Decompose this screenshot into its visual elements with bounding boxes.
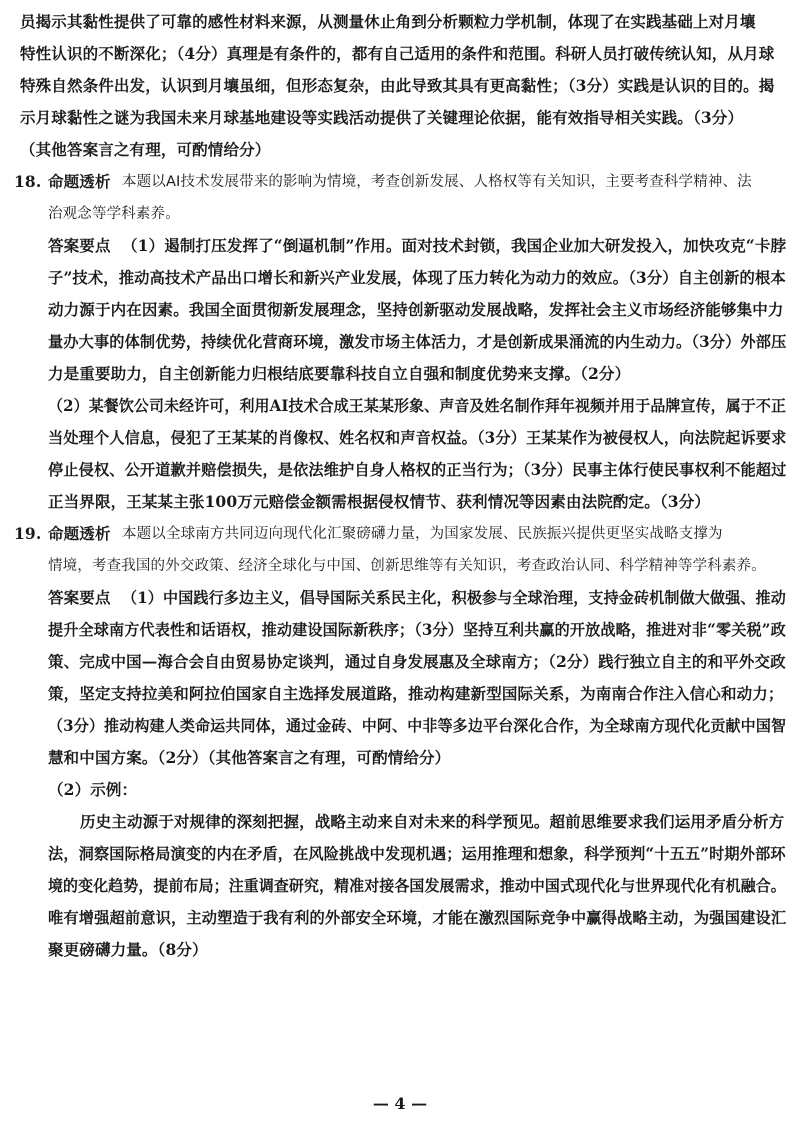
q18-answer-line-2: 子”技术，推动高技术产品出口增长和新兴产业发展，体现了压力转化为动力的效应。（3分）自主创新的根本 [48,268,786,287]
prev-answer-line-3: 特殊自然条件出发，认识到月壤虽细，但形态复杂，由此导致其具有更高黏性；（3分）实践是认识的目的。揭 [20,76,775,95]
q19-answer-line-2: 提升全球南方代表性和话语权，推动建设国际新秩序；（3分）坚持互利共赢的开放战略，推进对非“零关税”政 [48,620,786,639]
prev-answer-line-4: 示月球黏性之谜为我国未来月球基地建设等实践活动提供了关键理论依据，能有效指导相关实践。（3分） [20,108,744,127]
q19-answer-line-11: 唯有增强超前意识，主动塑造于我有利的外部安全环境，才能在激烈国际竞争中赢得战略主动，为强国建设汇 [48,908,787,927]
q19-answer-line-6: 慧和中国方案。（2分）（其他答案言之有理，可酌情给分） [48,748,451,767]
q19-answer-label: 答案要点 [48,588,111,607]
q18-answer-line-6: （2）某餐饮公司未经许可，利用AI技术合成王某某形象、声音及姓名制作拜年视频并用于品牌宣传，属于不正 [48,396,787,415]
q19-answer-line-7: （2）示例： [48,780,138,799]
q18-answer-line-4: 量办大事的体制优势，持续优化营商环境，激发市场主体活力，才是创新成果涌流的内生动力。（3分）外部压 [48,332,787,351]
q19-answer-line-8: 历史主动源于对规律的深刻把握，战略主动来自对未来的科学预见。超前思维要求我们运用矛盾分析方 [80,812,785,831]
q18-answer-line-3: 动力源于内在因素。我国全面贯彻新发展理念，坚持创新驱动发展战略，发挥社会主义市场经济能够集中力 [48,300,784,319]
prev-answer-line-5: （其他答案言之有理，可酌情给分） [20,140,271,159]
q18-analysis-line-2: 治观念等学科素养。 [48,206,180,222]
q19-answer-line-3: 策、完成中国—海合会自由贸易协定谈判，通过自身发展惠及全球南方；（2分）践行独立自主的和平外交政 [48,652,786,671]
q19-answer-line-12: 聚更磅礴力量。（8分） [48,940,208,959]
q18-answer-line-9: 正当界限，王某某主张100万元赔偿金额需根据侵权情节、获利情况等因素由法院酌定。（3分） [48,492,710,511]
prev-answer-line-2: 特性认识的不断深化；（4分）真理是有条件的，都有自己适用的条件和范围。科研人员打破传统认知，从月球 [20,44,775,63]
q18-answer-line-5: 力是重要助力，自主创新能力归根结底要靠科技自立自强和制度优势来支撑。（2分） [48,364,631,383]
q18-analysis-label: 命题透析 [48,172,111,191]
q18-answer-line-1: （1）遏制打压发挥了“倒逼机制”作用。面对技术封锁，我国企业加大研发投入，加快攻克“卡脖 [122,236,787,255]
q19-answer-line-4: 策，坚定支持拉美和阿拉伯国家自主选择发展道路，推动构建新型国际关系，为南南合作注入信心和动力； [48,684,784,703]
q19-analysis-line-2: 情境，考查我国的外交政策、经济全球化与中国、创新思维等有关知识，考查政治认同、科学精神等学科素养。 [48,558,766,574]
q19-number: 19. [14,524,42,543]
q19-analysis-line-1: 本题以全球南方共同迈向现代化汇聚磅礴力量，为国家发展、民族振兴提供更坚实战略支撑为 [122,526,723,542]
prev-answer-line-1: 员揭示其黏性提供了可靠的感性材料来源，从测量休止角到分析颗粒力学机制，体现了在实践基础上对月壤 [20,12,756,31]
q18-answer-line-7: 当处理个人信息，侵犯了王某某的肖像权、姓名权和声音权益。（3分）王某某作为被侵权人，向法院起诉要求 [48,428,787,447]
q18-analysis-line-1: 本题以AI技术发展带来的影响为情境，考查创新发展、人格权等有关知识，主要考查科学精神、法 [122,174,752,190]
q19-answer-line-5: （3分）推动构建人类命运共同体，通过金砖、中阿、中非等多边平台深化合作，为全球南方现代化贡献中国智 [48,716,787,735]
q19-answer-line-1: （1）中国践行多边主义，倡导国际关系民主化，积极参与全球治理，支持金砖机制做大做强、推动 [122,588,786,607]
q19-answer-line-9: 法，洞察国际格局演变的内在矛盾，在风险挑战中发现机遇；运用推理和想象，科学预判“十五五”时期外部环 [48,844,786,863]
page-number: — 4 — [372,1094,428,1113]
q19-analysis-label: 命题透析 [48,524,111,543]
q18-answer-line-8: 停止侵权、公开道歉并赔偿损失，是依法维护自身人格权的正当行为；（3分）民事主体行使民事权利不能超过 [48,460,787,479]
q18-answer-label: 答案要点 [48,236,111,255]
q18-number: 18. [14,172,42,191]
q19-answer-line-10: 境的变化趋势，提前布局；注重调查研究，精准对接各国发展需求，推动中国式现代化与世界现代化有机融合。 [48,876,786,895]
